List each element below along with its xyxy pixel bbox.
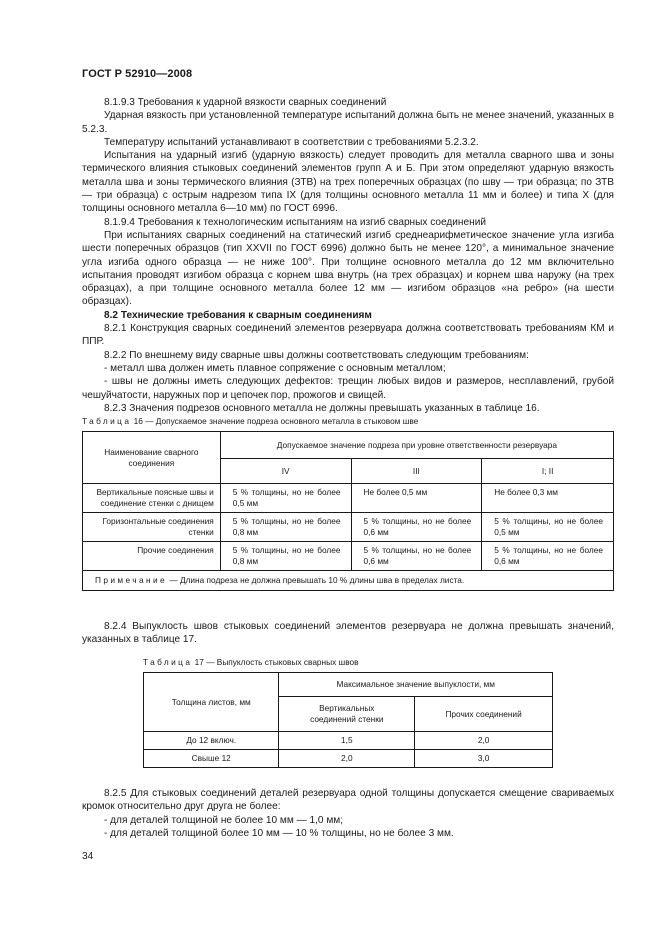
paragraph: Испытания на ударный изгиб (ударную вязкость) следует проводить для металла сварного шва и зоны термического влияния стыковых соединений элементов групп А и Б. При этом определяют ударную вязкость металла шва и зоны термического влияния (ЗТВ) на трех поперечных образцах (по шву — три образца; по ЗТВ — три образца) с острым надрезом типа IX (для толщины основного металла 11 мм и более) и типа X (для толщины основного металла 6—10 мм) по ГОСТ 6996. — [82, 150, 614, 215]
table-cell: 1,5 — [279, 732, 415, 750]
table-group-header: Допускаемое значение подреза при уровне ответственности резервуара — [220, 432, 613, 459]
table-cell: 5 % толщины, но не более 0,8 мм — [220, 513, 351, 542]
section-8-2-5 — [82, 787, 614, 840]
table-row — [144, 750, 553, 768]
table-cell: 5 % толщины, но не более 0,6 мм — [351, 542, 482, 571]
table-row — [83, 513, 614, 542]
paragraph-8-2-3: 8.2.3 Значения подрезов основного металла не должны превышать указанных в таблице 16. — [104, 402, 540, 414]
table-cell: Не более 0,5 мм — [351, 484, 482, 513]
table-17-block — [143, 657, 553, 768]
table-cell: До 12 включ. — [144, 732, 279, 750]
list-item: - для деталей толщиной не более 10 мм — 1,0 мм; — [104, 814, 344, 826]
table-cell: 5 % толщины, но не более 0,6 мм — [482, 542, 614, 571]
section-8-1-9 — [82, 96, 614, 415]
list-item: - металл шва должен иметь плавное сопряжение с основным металлом; — [104, 362, 446, 374]
table-16 — [82, 431, 614, 591]
table-cell: Не более 0,3 мм — [482, 484, 614, 513]
note-text: — Длина подреза не должна превышать 10 % длины шва в пределах листа. — [169, 575, 465, 585]
table-header-cell: Наименование сварного соединения — [83, 432, 221, 484]
table-cell: 2,0 — [415, 732, 553, 750]
table-cell: 2,0 — [279, 750, 415, 768]
paragraph: Температуру испытаний устанавливают в соответствии с требованиями 5.2.3.2. — [104, 136, 479, 148]
table-cell: Прочие соединения — [83, 542, 221, 571]
table-row — [83, 484, 614, 513]
document-header: ГОСТ Р 52910—2008 — [82, 68, 193, 80]
paragraph: Ударная вязкость при установленной температуре испытаний должна быть не менее значений, указанных в 5.2.3. — [82, 110, 614, 135]
level-header: I; II — [482, 459, 614, 484]
table-subheader: Вертикальных соединений стенки — [279, 697, 415, 732]
level-header: III — [351, 459, 482, 484]
table-cell: Горизонтальные соединения стенки — [83, 513, 221, 542]
level-header: IV — [220, 459, 351, 484]
caption-word: Таблица — [143, 657, 193, 667]
note-word: Примечание — [95, 575, 168, 585]
table-group-header: Максимальное значение выпуклости, мм — [279, 673, 553, 697]
list-item: - швы не должны иметь следующих дефектов: трещин любых видов и размеров, несплавлений, грубой чешуйчатости, наружных пор и цепочек пор, прожогов и свищей. — [82, 376, 614, 401]
table-17-caption — [143, 657, 553, 667]
caption-text: 16 — Допускаемое значение подреза основного металла в стыковом шве — [133, 416, 419, 426]
section-8-2-4 — [82, 620, 614, 647]
table-cell: 5 % толщины, но не более 0,5 мм — [482, 513, 614, 542]
paragraph: При испытаниях сварных соединений на статический изгиб среднеарифметическое значение угла изгиба шести поперечных образцов (тип XXVII по ГОСТ 6996) должно быть не менее 120°, а минимальное значение угла изгиба одного образца — не ниже 100°. При толщине основного металла до 12 мм включительно испытания проводят изгибом образца с корнем шва внутрь (на трех образцах) и корнем шва наружу (на трех образцах), а при толщине основного металла более 12 мм — изгибом образцов «на ребро» (на шести образцах). — [82, 229, 614, 308]
page-number: 34 — [82, 851, 94, 862]
table-row — [144, 732, 553, 750]
paragraph-8-1-9-4-title: 8.1.9.4 Требования к технологическим испытаниям на изгиб сварных соединений — [104, 216, 486, 228]
caption-text: 17 — Выпуклость стыковых сварных швов — [194, 657, 359, 667]
table-16-caption — [82, 416, 614, 426]
paragraph-8-2-1: 8.2.1 Конструкция сварных соединений элементов резервуара должна соответствовать требованиям КМ и ППР. — [82, 323, 614, 348]
paragraph-8-1-9-3-title: 8.1.9.3 Требования к ударной вязкости сварных соединений — [104, 97, 387, 108]
paragraph-8-2-5: 8.2.5 Для стыковых соединений деталей резервуара одной толщины допускается смещение свариваемых кромок относительно друг друга не более: — [82, 788, 614, 813]
section-8-2-heading: 8.2 Технические требования к сварным соединениям — [104, 309, 372, 321]
list-item: - для деталей толщиной более 10 мм — 10 % толщины, но не более 3 мм. — [104, 827, 454, 839]
table-cell: 3,0 — [415, 750, 553, 768]
table-cell: Вертикальные поясные швы и соединение стенки с днищем — [83, 484, 221, 513]
caption-word: Таблица — [82, 416, 132, 426]
table-header-cell: Толщина листов, мм — [144, 673, 279, 732]
table-cell: Свыше 12 — [144, 750, 279, 768]
table-cell: 5 % толщины, но не более 0,5 мм — [220, 484, 351, 513]
table-cell: 5 % толщины, но не более 0,8 мм — [220, 542, 351, 571]
table-17 — [143, 672, 553, 768]
table-cell: 5 % толщины, но не более 0,6 мм — [351, 513, 482, 542]
table-subheader: Прочих соединений — [415, 697, 553, 732]
paragraph-8-2-4: 8.2.4 Выпуклость швов стыковых соединений элементов резервуара не должна превышать значений, указанных в таблице 17. — [82, 621, 614, 646]
table-row — [83, 542, 614, 571]
table-16-block — [82, 416, 614, 591]
table-note — [83, 571, 614, 591]
paragraph-8-2-2: 8.2.2 По внешнему виду сварные швы должны соответствовать следующим требованиям: — [104, 349, 529, 361]
